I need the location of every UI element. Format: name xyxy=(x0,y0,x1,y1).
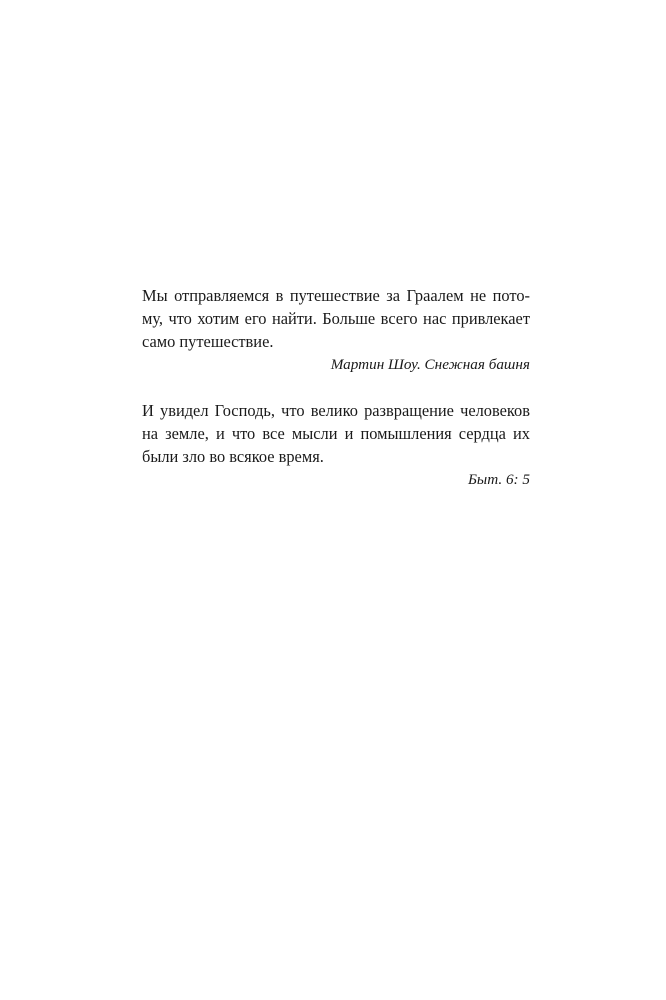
epigraph-line: на земле, и что все мысли и помышления сердца их xyxy=(142,424,530,443)
epigraph-genesis xyxy=(142,399,530,491)
epigraph-shaw xyxy=(142,284,530,376)
epigraph-line: му, что хотим его найти. Больше всего нас привлекает xyxy=(142,309,530,328)
epigraph-line: И увидел Господь, что велико развращение человеков xyxy=(142,401,530,420)
epigraph-line: были зло во всякое время. xyxy=(142,447,324,466)
epigraph-attribution: Мартин Шоу. Снежная башня xyxy=(330,356,530,373)
epigraph-line: Мы отправляемся в путешествие за Граалем не пото- xyxy=(142,286,530,305)
epigraph-line: само путешествие. xyxy=(142,332,274,351)
epigraph-attribution: Быт. 6: 5 xyxy=(467,471,530,488)
